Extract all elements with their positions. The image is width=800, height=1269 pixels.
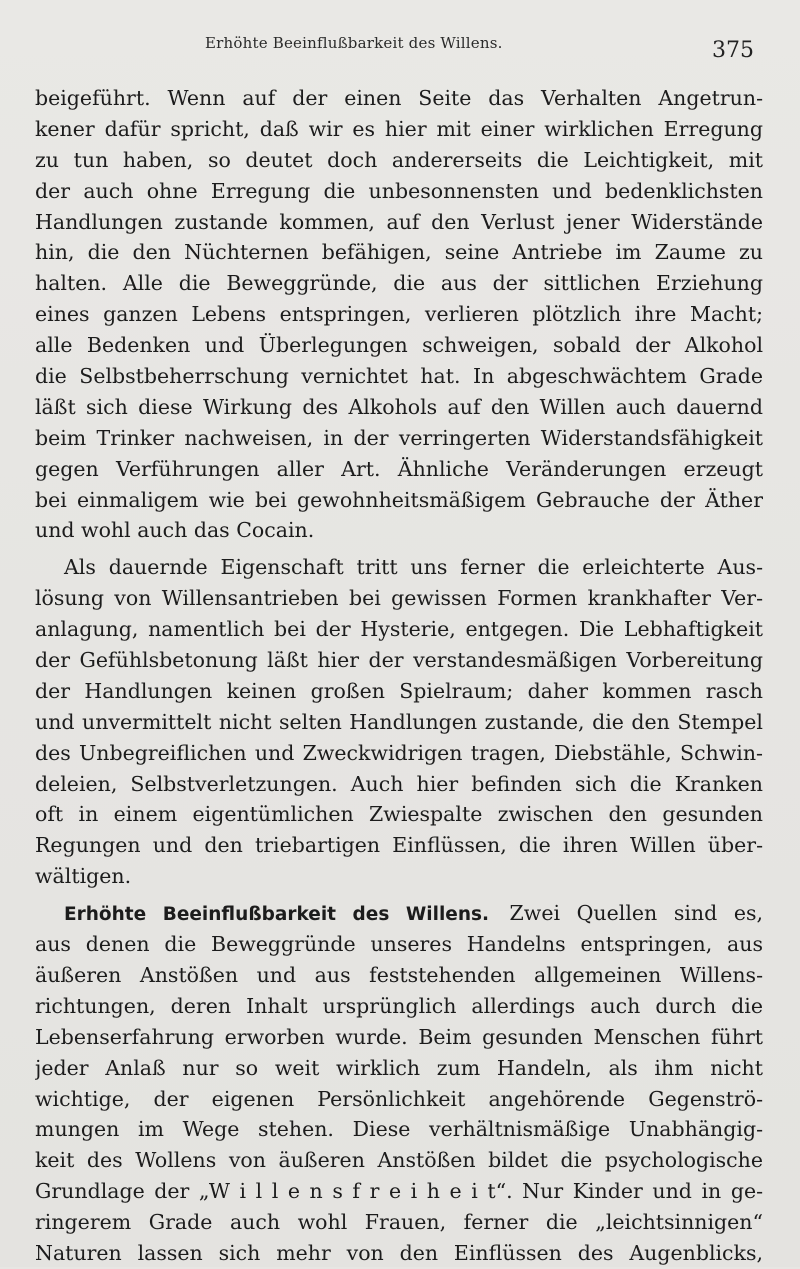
- text-line: beim Trinker nachweisen, in der verringerten Widerstandsfähigkeit: [35, 425, 763, 450]
- text-line: der auch ohne Erregung die unbesonnensten und bedenklichsten: [35, 178, 763, 203]
- text-line: Als dauernde Eigenschaft tritt uns ferner die erleichterte Aus-: [64, 555, 763, 580]
- text-line: Naturen lassen sich mehr von den Einflüssen des Augenblicks,: [35, 1240, 763, 1265]
- body-text: [35, 83, 763, 1269]
- text-line: Handlungen zustande kommen, auf den Verlust jener Widerstände: [35, 209, 763, 234]
- text-line: alle Bedenken und Überlegungen schweigen, sobald der Alkohol: [35, 333, 763, 358]
- text-line: wichtige, der eigenen Persönlichkeit angehörende Gegenströ-: [35, 1086, 763, 1111]
- text-line: oft in einem eigentümlichen Zwiespalte zwischen den gesunden: [35, 802, 763, 827]
- text-line: aus denen die Beweggründe unseres Handelns entspringen, aus: [35, 932, 763, 957]
- text-line: wältigen.: [35, 864, 132, 889]
- text-line: und unvermittelt nicht selten Handlungen zustande, die den Stempel: [35, 709, 763, 734]
- text-line: der Handlungen keinen großen Spielraum; daher kommen rasch: [35, 678, 763, 703]
- text-line: Grundlage der „W i l l e n s f r e i h e i t“. Nur Kinder und in ge-: [35, 1179, 763, 1204]
- text-line: ringerem Grade auch wohl Frauen, ferner die „leichtsinnigen“: [35, 1210, 763, 1235]
- text-line: keit des Wollens von äußeren Anstößen bildet die psychologische: [35, 1148, 763, 1173]
- text-line: kener dafür spricht, daß wir es hier mit einer wirklichen Erregung: [35, 116, 763, 141]
- text-line: hin, die den Nüchternen befähigen, seine Antriebe im Zaume zu: [35, 240, 763, 265]
- paragraph-2: [35, 552, 763, 892]
- text-line: richtungen, deren Inhalt ursprünglich allerdings auch durch die: [35, 993, 763, 1018]
- text-line: Regungen und den triebartigen Einflüssen, die ihren Willen über-: [35, 833, 763, 858]
- text-line: eines ganzen Lebens entspringen, verlieren plötzlich ihre Macht;: [35, 302, 763, 327]
- text-line: deleien, Selbstverletzungen. Auch hier befinden sich die Kranken: [35, 771, 763, 796]
- text-line: bei einmaligem wie bei gewohnheitsmäßigem Gebrauche der Äther: [35, 487, 763, 512]
- text-line: und wohl auch das Cocain.: [35, 518, 315, 543]
- heading-line-rest: Zwei Quellen sind es,: [509, 901, 763, 926]
- text-line: läßt sich diese Wirkung des Alkohols auf den Willen auch dauernd: [35, 394, 763, 419]
- text-line: anlagung, namentlich bei der Hysterie, entgegen. Die Lebhaftigkeit: [35, 617, 763, 642]
- text-line: äußeren Anstößen und aus feststehenden allgemeinen Willens-: [35, 962, 763, 987]
- paragraph-3: [35, 898, 763, 1269]
- text-line: Lebenserfahrung erworben wurde. Beim gesunden Menschen führt: [35, 1024, 763, 1049]
- text-line: zu tun haben, so deutet doch andererseits die Leichtigkeit, mit: [35, 147, 763, 172]
- text-line: beigeführt. Wenn auf der einen Seite das Verhalten Angetrun-: [35, 86, 763, 110]
- section-heading: Erhöhte Beeinflußbarkeit des Willens.: [64, 904, 490, 926]
- text-line: mungen im Wege stehen. Diese verhältnismäßige Unabhängig-: [35, 1117, 763, 1142]
- text-line: [35, 898, 763, 929]
- running-head: Erhöhte Beeinflußbarkeit des Willens.: [205, 34, 503, 52]
- text-line: der Gefühlsbetonung läßt hier der verstandesmäßigen Vorbereitung: [35, 648, 763, 673]
- text-line: die Selbstbeherrschung vernichtet hat. In abgeschwächtem Grade: [35, 364, 763, 389]
- paragraph-1: [35, 83, 763, 546]
- text-line: lösung von Willensantrieben bei gewissen Formen krankhafter Ver-: [35, 586, 763, 611]
- text-line: gegen Verführungen aller Art. Ähnliche Veränderungen erzeugt: [35, 456, 763, 481]
- text-line: des Unbegreiflichen und Zweckwidrigen tragen, Diebstähle, Schwin-: [35, 740, 763, 765]
- text-line: jeder Anlaß nur so weit wirklich zum Handeln, als ihm nicht: [35, 1055, 763, 1080]
- text-line: halten. Alle die Beweggründe, die aus der sittlichen Erziehung: [35, 271, 763, 296]
- page-number: 375: [712, 38, 754, 63]
